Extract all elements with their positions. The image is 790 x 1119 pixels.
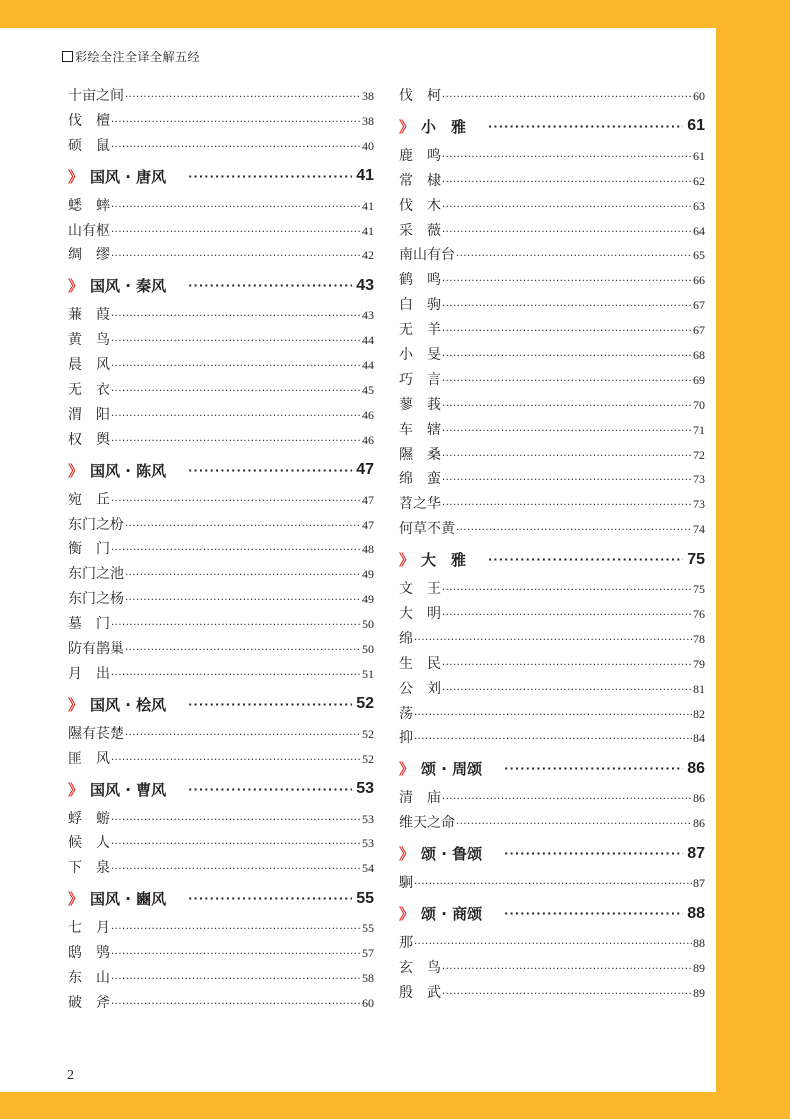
toc-entry[interactable] — [68, 353, 374, 378]
entry-title: 无 衣 — [68, 382, 110, 399]
toc-entry[interactable] — [68, 303, 374, 328]
section-marker-icon: 》 — [68, 277, 81, 296]
dot-leader — [442, 654, 692, 679]
entry-title: 小 旻 — [399, 347, 441, 364]
dot-leader — [188, 698, 352, 711]
dot-leader — [442, 320, 692, 345]
dot-leader — [414, 873, 692, 898]
dot-leader — [504, 847, 683, 860]
toc-entry[interactable] — [399, 467, 705, 492]
entry-page-number: 78 — [693, 631, 705, 646]
toc-entry[interactable] — [399, 84, 705, 109]
entry-page-number: 89 — [693, 985, 705, 1000]
dot-leader — [414, 933, 692, 958]
entry-page-number: 52 — [362, 726, 374, 741]
toc-entry[interactable] — [68, 562, 374, 587]
section-marker-icon: 》 — [399, 905, 412, 924]
dot-leader — [442, 146, 692, 171]
toc-entry[interactable] — [399, 243, 705, 268]
dot-leader — [442, 86, 692, 111]
dot-leader — [414, 728, 692, 753]
dot-leader — [188, 170, 352, 183]
toc-section-heading[interactable] — [399, 542, 705, 577]
entry-page-number: 66 — [693, 273, 705, 288]
toc-entry[interactable] — [399, 318, 705, 343]
toc-entry[interactable] — [399, 677, 705, 702]
entry-page-number: 57 — [362, 946, 374, 961]
entry-title: 殷 武 — [399, 984, 441, 1001]
entry-title: 抑 — [399, 730, 413, 747]
book-title: 彩绘全注全译全解五经 — [75, 50, 201, 64]
dot-leader — [125, 724, 361, 749]
dot-leader — [442, 395, 692, 420]
section-title: 国风 · 豳风 — [90, 890, 167, 909]
dot-leader — [111, 305, 361, 330]
toc-entry[interactable] — [68, 134, 374, 159]
entry-title: 月 出 — [68, 665, 110, 682]
entry-title: 那 — [399, 935, 413, 952]
entry-page-number: 38 — [362, 89, 374, 103]
toc-entry[interactable] — [68, 84, 374, 109]
toc-column-left — [68, 84, 374, 1016]
entry-page-number: 40 — [362, 138, 374, 153]
dot-leader — [111, 380, 361, 405]
section-page-number: 53 — [356, 780, 374, 798]
toc-entry[interactable] — [399, 931, 705, 956]
entry-page-number: 41 — [362, 223, 374, 238]
entry-page-number: 72 — [693, 447, 705, 462]
dot-leader — [442, 370, 692, 395]
entry-title: 玄 鸟 — [399, 959, 441, 976]
entry-title: 鹿 鸣 — [399, 147, 441, 164]
entry-title: 駉 — [399, 875, 413, 892]
toc-entry[interactable] — [68, 916, 374, 941]
entry-title: 绵 — [399, 630, 413, 647]
entry-page-number: 62 — [693, 173, 705, 188]
toc-entry[interactable] — [399, 268, 705, 293]
toc-section-heading[interactable] — [399, 751, 705, 786]
entry-page-number: 50 — [362, 642, 374, 657]
dot-leader — [125, 589, 361, 614]
entry-page-number: 55 — [362, 921, 374, 936]
toc-entry[interactable] — [68, 637, 374, 662]
dot-leader — [442, 345, 692, 370]
entry-page-number: 60 — [362, 995, 374, 1010]
dot-leader — [456, 245, 692, 270]
dot-leader — [125, 86, 361, 111]
entry-title: 伐 柯 — [399, 88, 441, 104]
toc-entry[interactable] — [399, 443, 705, 468]
entry-title: 蜉 蝣 — [68, 810, 110, 827]
dot-leader — [125, 639, 361, 664]
entry-page-number: 89 — [693, 960, 705, 975]
toc-entry[interactable] — [68, 991, 374, 1016]
entry-page-number: 61 — [693, 148, 705, 163]
dot-leader — [111, 196, 361, 221]
toc-entry[interactable] — [399, 652, 705, 677]
entry-title: 十亩之间 — [68, 88, 124, 104]
dot-leader — [111, 490, 361, 515]
dot-leader — [188, 464, 352, 477]
toc-entry[interactable] — [68, 966, 374, 991]
entry-title: 墓 门 — [68, 616, 110, 633]
toc-entry[interactable] — [399, 811, 705, 836]
entry-title: 车 辖 — [399, 421, 441, 438]
dot-leader — [414, 704, 692, 729]
toc-entry[interactable] — [399, 293, 705, 318]
toc-entry[interactable] — [399, 393, 705, 418]
toc-section-heading[interactable] — [68, 159, 374, 194]
entry-title: 衡 门 — [68, 541, 110, 558]
toc-entry[interactable] — [68, 403, 374, 428]
entry-title: 宛 丘 — [68, 491, 110, 508]
running-header — [62, 48, 200, 65]
dot-leader — [442, 295, 692, 320]
entry-title: 破 斧 — [68, 994, 110, 1011]
entry-page-number: 46 — [362, 407, 374, 422]
toc-entry[interactable] — [399, 169, 705, 194]
entry-title: 鹤 鸣 — [399, 272, 441, 289]
entry-title: 文 王 — [399, 581, 441, 598]
entry-title: 东门之杨 — [68, 591, 124, 608]
dot-leader — [488, 120, 683, 133]
entry-page-number: 86 — [693, 791, 705, 806]
dot-leader — [442, 788, 692, 813]
entry-title: 南山有台 — [399, 247, 455, 264]
toc-entry[interactable] — [68, 856, 374, 881]
entry-page-number: 44 — [362, 333, 374, 348]
dot-leader — [442, 196, 692, 221]
entry-title: 鸱 鸮 — [68, 945, 110, 962]
section-title: 颂 · 鲁颂 — [421, 845, 483, 864]
section-page-number: 87 — [687, 844, 705, 862]
dot-leader — [442, 270, 692, 295]
entry-title: 公 刘 — [399, 680, 441, 697]
toc-entry[interactable] — [399, 144, 705, 169]
entry-page-number: 64 — [693, 223, 705, 238]
toc-entry[interactable] — [68, 328, 374, 353]
toc-entry[interactable] — [399, 219, 705, 244]
entry-page-number: 41 — [362, 198, 374, 213]
section-title: 国风 · 曹风 — [90, 780, 167, 799]
dot-leader — [442, 469, 692, 494]
entry-title: 无 羊 — [399, 322, 441, 339]
entry-title: 苕之华 — [399, 496, 441, 513]
toc-entry[interactable] — [68, 831, 374, 856]
toc-entry[interactable] — [68, 243, 374, 268]
entry-title: 生 民 — [399, 655, 441, 672]
entry-page-number: 47 — [362, 517, 374, 532]
dot-leader — [442, 579, 692, 604]
section-title: 小 雅 — [421, 117, 467, 136]
toc-entry[interactable] — [399, 627, 705, 652]
toc-entry[interactable] — [68, 587, 374, 612]
dot-leader — [111, 221, 361, 246]
dot-leader — [188, 783, 352, 796]
entry-page-number: 86 — [693, 816, 705, 831]
entry-title: 匪 风 — [68, 750, 110, 767]
dot-leader — [504, 907, 683, 920]
toc-entry[interactable] — [399, 517, 705, 542]
toc-page — [0, 28, 716, 1092]
section-marker-icon: 》 — [399, 551, 412, 570]
toc-entry[interactable] — [399, 726, 705, 751]
toc-entry[interactable] — [68, 219, 374, 244]
toc-entry[interactable] — [399, 981, 705, 1006]
toc-section-heading[interactable] — [68, 881, 374, 916]
entry-page-number: 48 — [362, 542, 374, 557]
dot-leader — [111, 405, 361, 430]
section-page-number: 47 — [356, 461, 374, 479]
toc-entry[interactable] — [68, 807, 374, 832]
dot-leader — [111, 749, 361, 774]
toc-section-heading[interactable] — [68, 453, 374, 488]
entry-title: 伐 木 — [399, 197, 441, 214]
entry-title: 权 舆 — [68, 431, 110, 448]
entry-title: 东门之池 — [68, 566, 124, 583]
section-marker-icon: 》 — [68, 695, 81, 714]
toc-entry[interactable] — [399, 786, 705, 811]
entry-title: 常 棣 — [399, 172, 441, 189]
dot-leader — [111, 430, 361, 455]
entry-page-number: 71 — [693, 422, 705, 437]
dot-leader — [125, 515, 361, 540]
entry-page-number: 44 — [362, 358, 374, 373]
dot-leader — [111, 968, 361, 993]
entry-page-number: 87 — [693, 876, 705, 891]
section-marker-icon: 》 — [399, 117, 412, 136]
entry-title: 防有鹊巢 — [68, 641, 124, 658]
section-title: 大 雅 — [421, 551, 467, 570]
dot-leader — [111, 245, 361, 270]
entry-title: 采 薇 — [399, 222, 441, 239]
dot-leader — [442, 958, 692, 983]
entry-page-number: 46 — [362, 432, 374, 447]
entry-page-number: 70 — [693, 397, 705, 412]
dot-leader — [111, 943, 361, 968]
entry-title: 何草不黄 — [399, 521, 455, 538]
section-page-number: 41 — [356, 167, 374, 185]
entry-title: 渭 阳 — [68, 406, 110, 423]
entry-page-number: 60 — [693, 89, 705, 103]
dot-leader — [111, 918, 361, 943]
dot-leader — [442, 983, 692, 1008]
toc-section-heading[interactable] — [399, 896, 705, 931]
dot-leader — [442, 494, 692, 519]
dot-leader — [111, 664, 361, 689]
entry-title: 维天之命 — [399, 815, 455, 832]
toc-entry[interactable] — [68, 662, 374, 687]
toc-entry[interactable] — [399, 194, 705, 219]
entry-title: 巧 言 — [399, 371, 441, 388]
entry-title: 蒹 葭 — [68, 307, 110, 324]
entry-title: 伐 檀 — [68, 112, 110, 129]
entry-title: 隰有苌楚 — [68, 725, 124, 742]
entry-title: 荡 — [399, 705, 413, 722]
entry-page-number: 42 — [362, 248, 374, 263]
toc-entry[interactable] — [68, 428, 374, 453]
entry-page-number: 74 — [693, 522, 705, 537]
dot-leader — [111, 809, 361, 834]
entry-page-number: 73 — [693, 472, 705, 487]
entry-title: 山有枢 — [68, 222, 110, 239]
entry-page-number: 52 — [362, 751, 374, 766]
dot-leader — [111, 355, 361, 380]
entry-page-number: 73 — [693, 497, 705, 512]
toc-entry[interactable] — [68, 941, 374, 966]
entry-page-number: 49 — [362, 592, 374, 607]
dot-leader — [111, 833, 361, 858]
entry-title: 白 驹 — [399, 297, 441, 314]
entry-title: 蓼 莪 — [399, 396, 441, 413]
toc-entry[interactable] — [68, 722, 374, 747]
toc-entry[interactable] — [399, 702, 705, 727]
dot-leader — [442, 221, 692, 246]
section-marker-icon: 》 — [68, 780, 81, 799]
dot-leader — [488, 553, 683, 566]
section-page-number: 86 — [687, 759, 705, 777]
dot-leader — [111, 858, 361, 883]
toc-section-heading[interactable] — [68, 687, 374, 722]
toc-entry[interactable] — [68, 488, 374, 513]
entry-title: 东 山 — [68, 970, 110, 987]
dot-leader — [504, 762, 683, 775]
dot-leader — [188, 892, 352, 905]
section-page-number: 55 — [356, 889, 374, 907]
toc-column-right — [399, 84, 705, 1006]
entry-title: 硕 鼠 — [68, 137, 110, 154]
section-title: 国风 · 秦风 — [90, 277, 167, 296]
section-page-number: 43 — [356, 276, 374, 294]
toc-entry[interactable] — [68, 109, 374, 134]
dot-leader — [442, 604, 692, 629]
section-marker-icon: 》 — [399, 760, 412, 779]
entry-page-number: 53 — [362, 836, 374, 851]
section-page-number: 52 — [356, 695, 374, 713]
entry-page-number: 38 — [362, 113, 374, 128]
entry-page-number: 67 — [693, 298, 705, 313]
dot-leader — [442, 420, 692, 445]
toc-entry[interactable] — [399, 492, 705, 517]
header-box-icon — [62, 51, 73, 62]
toc-entry[interactable] — [399, 368, 705, 393]
toc-entry[interactable] — [68, 612, 374, 637]
entry-page-number: 79 — [693, 656, 705, 671]
entry-page-number: 75 — [693, 582, 705, 597]
dot-leader — [442, 679, 692, 704]
toc-entry[interactable] — [399, 956, 705, 981]
entry-title: 东门之枌 — [68, 516, 124, 533]
entry-title: 七 月 — [68, 920, 110, 937]
toc-entry[interactable] — [68, 194, 374, 219]
toc-entry[interactable] — [68, 378, 374, 403]
entry-page-number: 50 — [362, 617, 374, 632]
entry-page-number: 84 — [693, 731, 705, 746]
entry-page-number: 68 — [693, 348, 705, 363]
toc-entry[interactable] — [399, 577, 705, 602]
entry-title: 黄 鸟 — [68, 332, 110, 349]
entry-page-number: 58 — [362, 971, 374, 986]
dot-leader — [188, 279, 352, 292]
entry-page-number: 67 — [693, 323, 705, 338]
entry-page-number: 47 — [362, 492, 374, 507]
entry-page-number: 54 — [362, 861, 374, 876]
entry-title: 下 泉 — [68, 860, 110, 877]
dot-leader — [456, 813, 692, 838]
section-marker-icon: 》 — [68, 461, 81, 480]
section-page-number: 88 — [687, 904, 705, 922]
dot-leader — [125, 564, 361, 589]
section-title: 国风 · 桧风 — [90, 695, 167, 714]
section-marker-icon: 》 — [68, 890, 81, 909]
toc-entry[interactable] — [68, 513, 374, 538]
toc-entry[interactable] — [399, 343, 705, 368]
toc-entry[interactable] — [399, 418, 705, 443]
dot-leader — [442, 445, 692, 470]
entry-page-number: 88 — [693, 936, 705, 951]
toc-entry[interactable] — [399, 602, 705, 627]
section-title: 颂 · 周颂 — [421, 760, 483, 779]
section-marker-icon: 》 — [68, 167, 81, 186]
dot-leader — [414, 629, 692, 654]
entry-title: 候 人 — [68, 835, 110, 852]
toc-entry[interactable] — [68, 537, 374, 562]
entry-title: 清 庙 — [399, 790, 441, 807]
entry-title: 隰 桑 — [399, 446, 441, 463]
entry-page-number: 65 — [693, 248, 705, 263]
page-number: 2 — [67, 1068, 74, 1083]
section-title: 国风 · 陈风 — [90, 461, 167, 480]
toc-section-heading[interactable] — [68, 772, 374, 807]
toc-section-heading[interactable] — [399, 109, 705, 144]
dot-leader — [111, 111, 361, 136]
entry-page-number: 43 — [362, 308, 374, 323]
entry-page-number: 45 — [362, 383, 374, 398]
toc-section-heading[interactable] — [399, 836, 705, 871]
entry-page-number: 69 — [693, 372, 705, 387]
dot-leader — [111, 136, 361, 161]
dot-leader — [111, 614, 361, 639]
entry-page-number: 63 — [693, 198, 705, 213]
section-page-number: 61 — [687, 117, 705, 135]
entry-page-number: 82 — [693, 706, 705, 721]
entry-page-number: 53 — [362, 811, 374, 826]
entry-page-number: 51 — [362, 666, 374, 681]
toc-entry[interactable] — [68, 747, 374, 772]
entry-page-number: 49 — [362, 567, 374, 582]
entry-page-number: 76 — [693, 607, 705, 622]
dot-leader — [456, 519, 692, 544]
entry-page-number: 81 — [693, 681, 705, 696]
toc-entry[interactable] — [399, 871, 705, 896]
toc-section-heading[interactable] — [68, 268, 374, 303]
entry-title: 大 明 — [399, 606, 441, 623]
dot-leader — [442, 171, 692, 196]
section-marker-icon: 》 — [399, 845, 412, 864]
dot-leader — [111, 330, 361, 355]
dot-leader — [111, 993, 361, 1018]
section-page-number: 75 — [687, 550, 705, 568]
entry-title: 蟋 蟀 — [68, 197, 110, 214]
entry-title: 绵 蛮 — [399, 471, 441, 488]
entry-title: 晨 风 — [68, 357, 110, 374]
section-title: 颂 · 商颂 — [421, 905, 483, 924]
dot-leader — [111, 539, 361, 564]
entry-title: 绸 缪 — [68, 247, 110, 264]
section-title: 国风 · 唐风 — [90, 167, 167, 186]
